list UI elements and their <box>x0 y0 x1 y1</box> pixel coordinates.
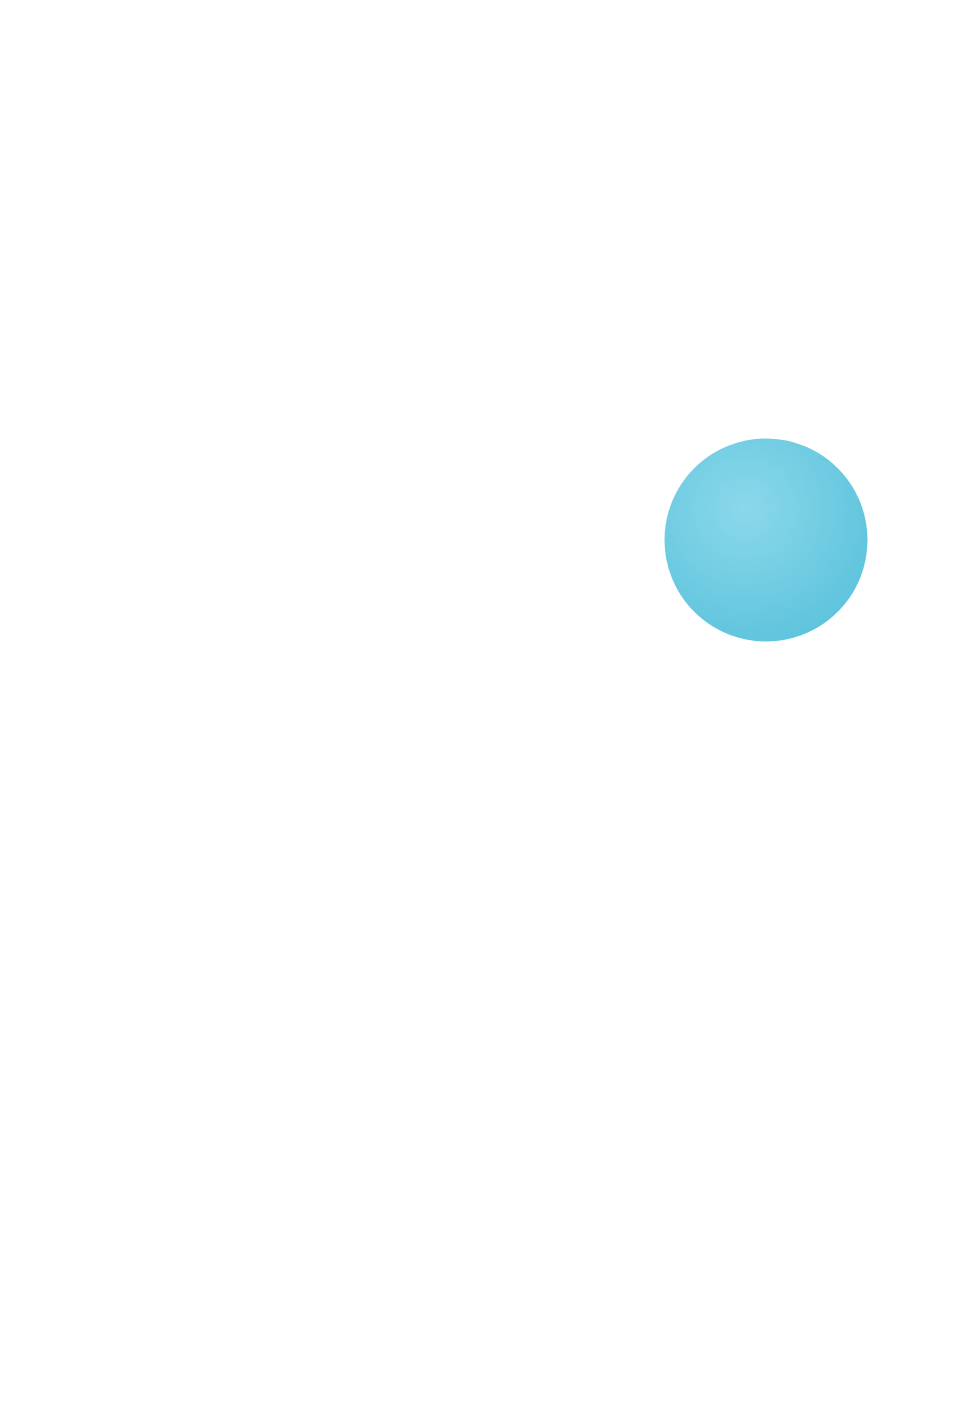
grade-circle <box>662 436 870 644</box>
